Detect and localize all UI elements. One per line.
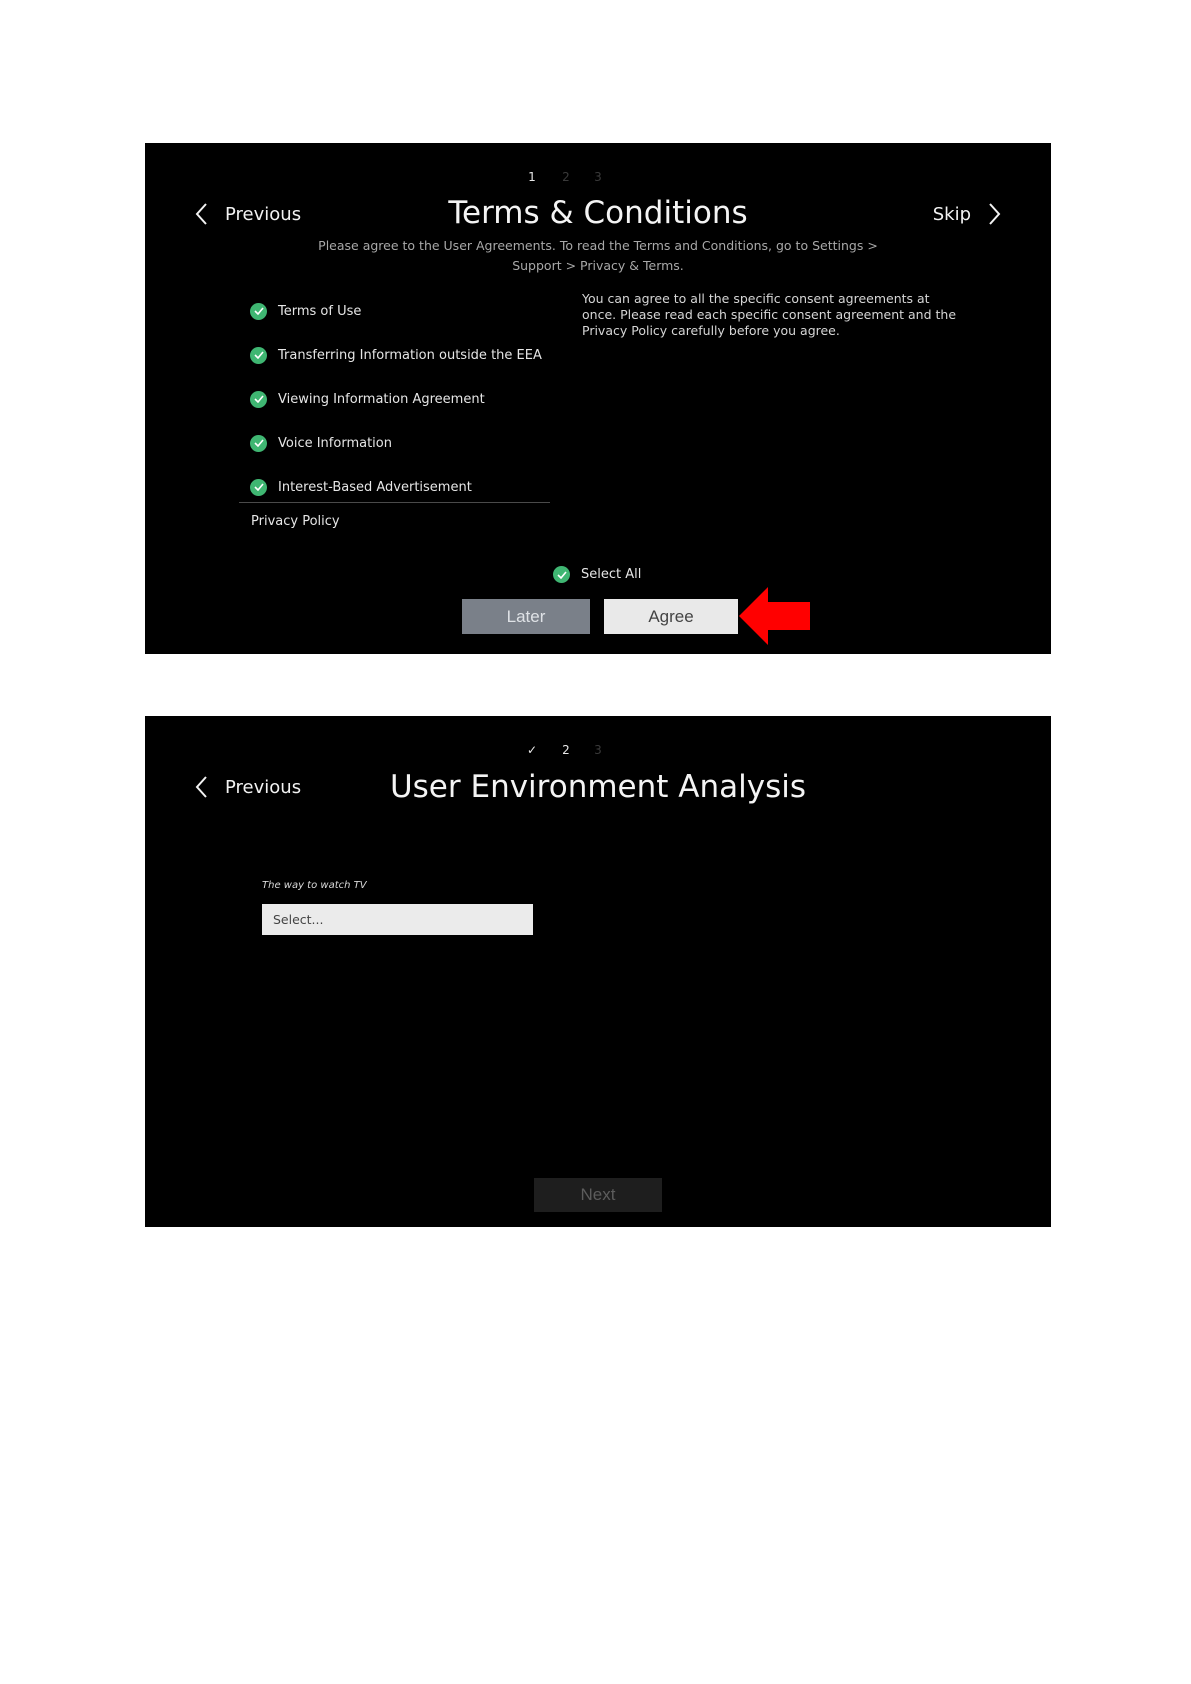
check-circle-icon	[553, 566, 570, 583]
skip-button[interactable]	[933, 202, 1001, 226]
terms-conditions-screen	[145, 143, 1051, 654]
later-button[interactable]: Later	[462, 599, 590, 634]
check-circle-icon	[250, 347, 267, 364]
consent-item-terms-of-use[interactable]	[250, 289, 542, 333]
previous-label: Previous	[225, 203, 302, 225]
consent-label: Interest-Based Advertisement	[278, 479, 472, 495]
red-arrow-icon	[739, 587, 811, 649]
step-1-complete: ✓	[526, 743, 538, 757]
consent-item-voice-information[interactable]	[250, 421, 542, 465]
consent-label: Transferring Information outside the EEA	[278, 347, 542, 363]
divider	[239, 502, 550, 503]
consent-item-transferring-information[interactable]	[250, 333, 542, 377]
tv-watch-method-label: The way to watch TV	[262, 880, 367, 891]
step-3: 3	[594, 170, 602, 184]
privacy-policy-link[interactable]: Privacy Policy	[251, 514, 340, 529]
consent-label: Terms of Use	[278, 303, 362, 319]
page-subtitle: Please agree to the User Agreements. To read the Terms and Conditions, go to Settings > Support > Privacy & Terms.	[318, 238, 878, 273]
consent-info-text: You can agree to all the specific consent agreements at once. Please read each specific consent agreement and the Privacy Policy carefully before you agree.	[582, 291, 957, 338]
select-all-checkbox[interactable]	[553, 566, 641, 583]
previous-label: Previous	[225, 776, 302, 798]
next-button[interactable]: Next	[534, 1178, 662, 1212]
check-circle-icon	[250, 391, 267, 408]
consent-list	[250, 289, 542, 509]
consent-item-viewing-information[interactable]	[250, 377, 542, 421]
step-2: 2	[562, 170, 570, 184]
step-3: 3	[594, 743, 602, 757]
agree-button[interactable]: Agree	[604, 599, 738, 634]
step-indicator	[145, 170, 1051, 186]
check-circle-icon	[250, 303, 267, 320]
page-title: Terms & Conditions	[448, 195, 748, 231]
step-2: 2	[562, 743, 570, 757]
skip-label: Skip	[932, 203, 971, 225]
check-circle-icon	[250, 435, 267, 452]
step-indicator	[145, 743, 1051, 759]
chevron-right-icon	[987, 202, 1001, 226]
select-placeholder: Select...	[273, 912, 324, 927]
consent-label: Viewing Information Agreement	[278, 391, 485, 407]
consent-label: Voice Information	[278, 435, 392, 451]
step-1: 1	[528, 170, 536, 184]
check-circle-icon	[250, 479, 267, 496]
tv-watch-method-select[interactable]	[262, 904, 533, 935]
select-all-label: Select All	[581, 567, 642, 582]
page-title: User Environment Analysis	[389, 769, 807, 805]
user-environment-analysis-screen	[145, 716, 1051, 1227]
